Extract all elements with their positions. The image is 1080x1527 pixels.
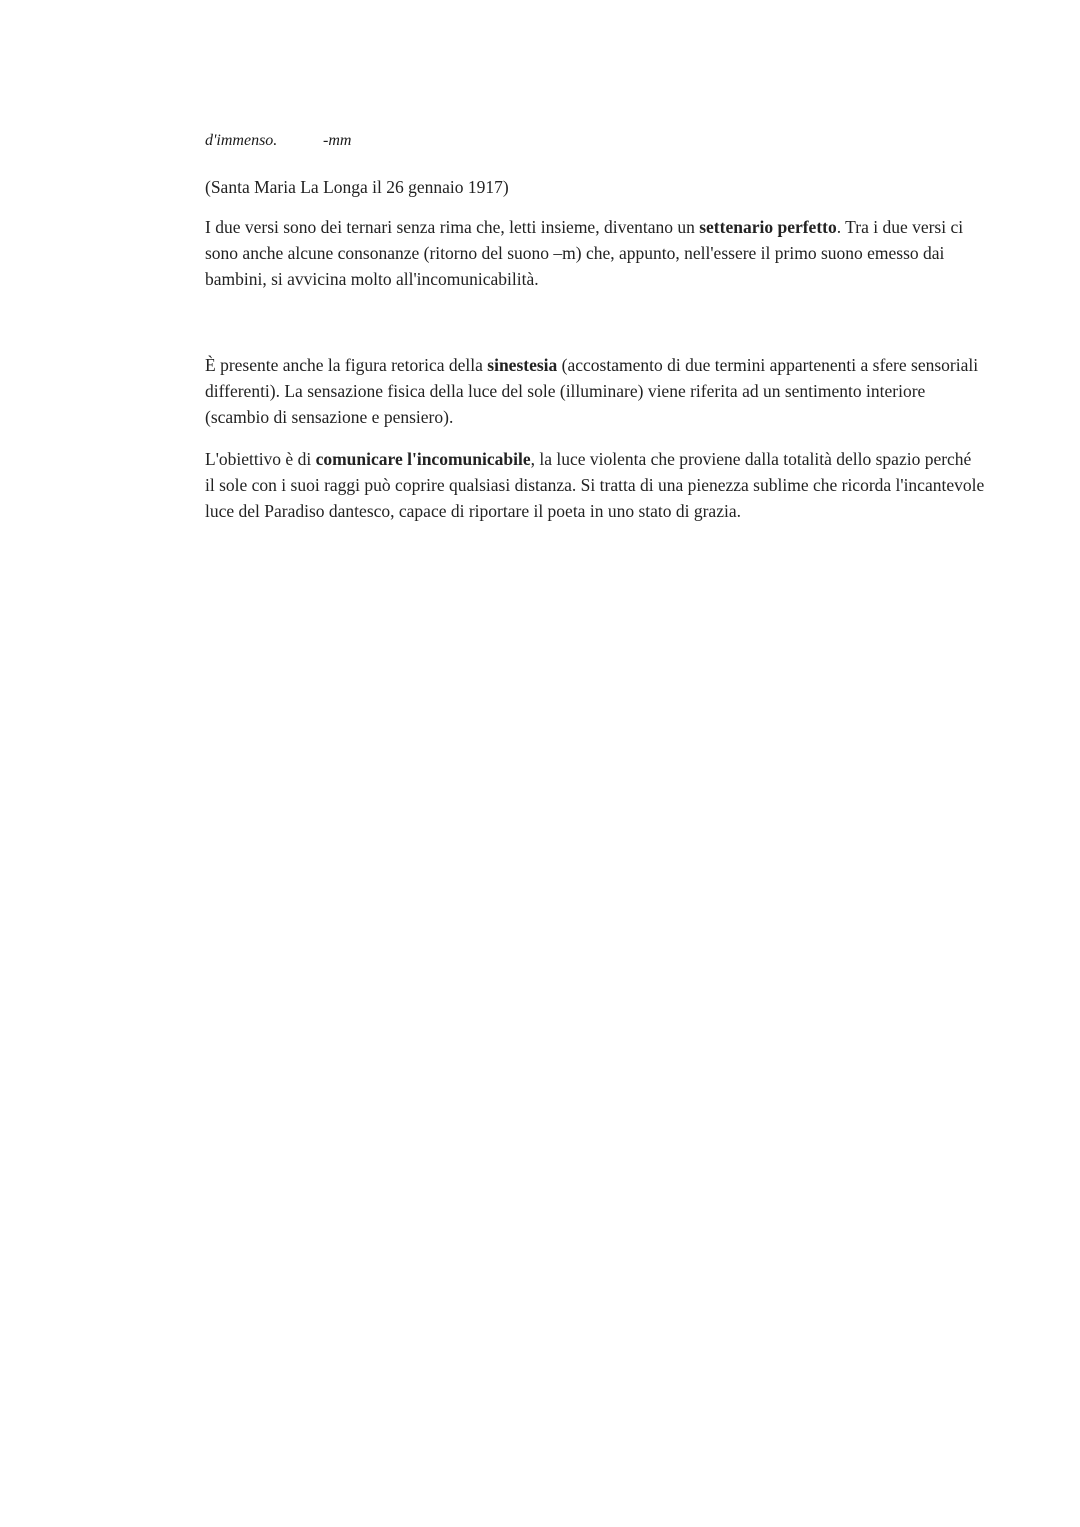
paragraph-text: . Tra i due versi ci sono anche alcune consonanze (ritorno del suono –m) che, appunto, nell'essere il primo suono emesso dai bambini, si avvicina molto all'incomunicabilità. — [205, 217, 964, 289]
paragraph-bold-term: settenario perfetto — [699, 217, 837, 237]
paragraph-text: È presente anche la figura retorica della — [205, 355, 488, 375]
paragraph-text: L'obiettivo è di — [205, 449, 316, 469]
paragraph-sinestesia — [205, 352, 985, 430]
paragraph-settenario — [205, 214, 985, 292]
verse-sound-note: -mm — [323, 132, 352, 149]
paragraph-text: I due versi sono dei ternari senza rima che, letti insieme, diventano un — [205, 217, 700, 237]
paragraph-obiettivo — [205, 446, 985, 524]
paragraph-text: (accostamento di due termini appartenenti a sfere sensoriali differenti). La sensazione fisica della luce del sole (illuminare) viene riferita ad un sentimento interiore (scambio di sensazione e pensiero). — [205, 355, 979, 427]
page-content — [205, 128, 985, 524]
verse-line — [205, 128, 985, 154]
date-note: (Santa Maria La Longa il 26 gennaio 1917) — [205, 177, 509, 197]
verse-word: d'immenso. — [205, 132, 278, 149]
paragraph-bold-term: sinestesia — [487, 355, 558, 375]
paragraph-bold-term: comunicare l'incomunicabile — [315, 449, 531, 469]
paragraph-text: , la luce violenta che proviene dalla totalità dello spazio perché il sole con i suoi raggi può coprire qualsiasi distanza. Si tratta di una pienezza sublime che ricorda l'incantevole luce del Paradiso dantesco, capace di riportare il poeta in uno stato di grazia. — [205, 449, 985, 521]
